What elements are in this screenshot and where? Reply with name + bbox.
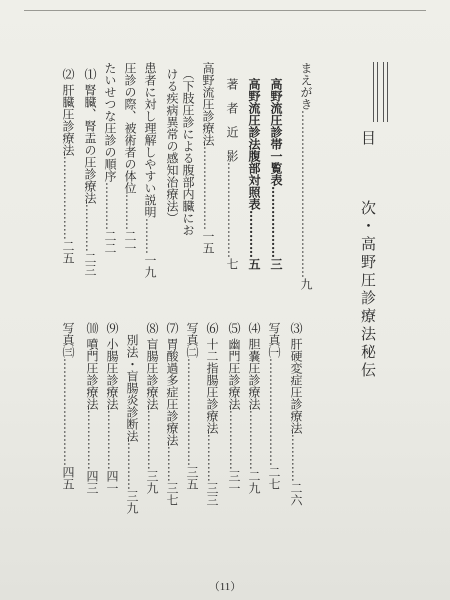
toc-entry-photo-3: 写真㈢………………………四五 <box>61 322 75 490</box>
toc-entry-kanzo: ⑵ 肝臓圧診療法…………………二五 <box>61 68 75 264</box>
vertical-rule-left <box>373 62 378 122</box>
toc-entry-jinzo: ⑴ 腎臓、腎盂の圧診療法…………二三 <box>83 68 97 276</box>
toc-entry-subtitle-1: （下肢圧診による腹部内臓にお <box>181 68 195 236</box>
toc-entry-isan: ⑺ 胃酸過多症圧診療法………三七 <box>165 322 179 506</box>
toc-entry-taishohyo: 高野流圧診法腹部対照表…………五 <box>247 78 261 270</box>
toc-entry-ichiranhyo: 高野流圧診帯一覧表………………三 <box>269 78 283 270</box>
toc-entry-subtitle-2: ける疾病異常の感知治療法） <box>165 68 179 224</box>
toc-entry-funmon: ⑽ 噴門圧診療法……………四三 <box>85 322 99 494</box>
toc-entry-maegaki: まえがき……………………………………九 <box>299 62 313 290</box>
contents-label: 目 <box>359 130 377 148</box>
toc-entry-junjo: たいせつな圧診の順序…………二二 <box>103 62 117 254</box>
toc-entry-chosha: 著 者 近 影……………………七 <box>225 78 239 270</box>
top-rule <box>24 10 426 11</box>
toc-entry-kankohen: ⑶ 肝硬変症圧診療法…………二六 <box>289 322 303 506</box>
toc-entry-yumon: ⑸ 幽門圧診療法……………三一 <box>227 322 241 494</box>
toc-entry-photo-1: 写真㈠………………………二七 <box>267 322 281 490</box>
toc-entry-setsumei: 患者に対し理解しやすい説明………一九 <box>143 62 157 278</box>
page-number: （11） <box>208 581 242 593</box>
toc-entry-juunishicho: ⑹ 十二指腸圧診療法…………三三 <box>205 322 219 506</box>
toc-entry-shocho: ⑼ 小腸圧診療法……………四一 <box>105 322 119 494</box>
toc-entry-ryoho: 高野流圧診療法…………………一五 <box>201 62 215 254</box>
toc-entry-mochoen: 別法・盲腸炎診断法…………三九 <box>125 334 139 514</box>
toc-entry-mocho: ⑻ 盲腸圧診療法……………三九 <box>145 322 159 494</box>
vertical-rule-right <box>383 62 388 122</box>
book-title: 次・高野圧診療法秘伝 <box>359 200 377 380</box>
toc-entry-photo-2: 写真㈡………………………三五 <box>185 322 199 490</box>
toc-entry-taii: 圧診の際、被術者の体位………二一 <box>123 62 137 254</box>
toc-entry-tanno: ⑷ 胆嚢圧診療法……………二九 <box>247 322 261 494</box>
